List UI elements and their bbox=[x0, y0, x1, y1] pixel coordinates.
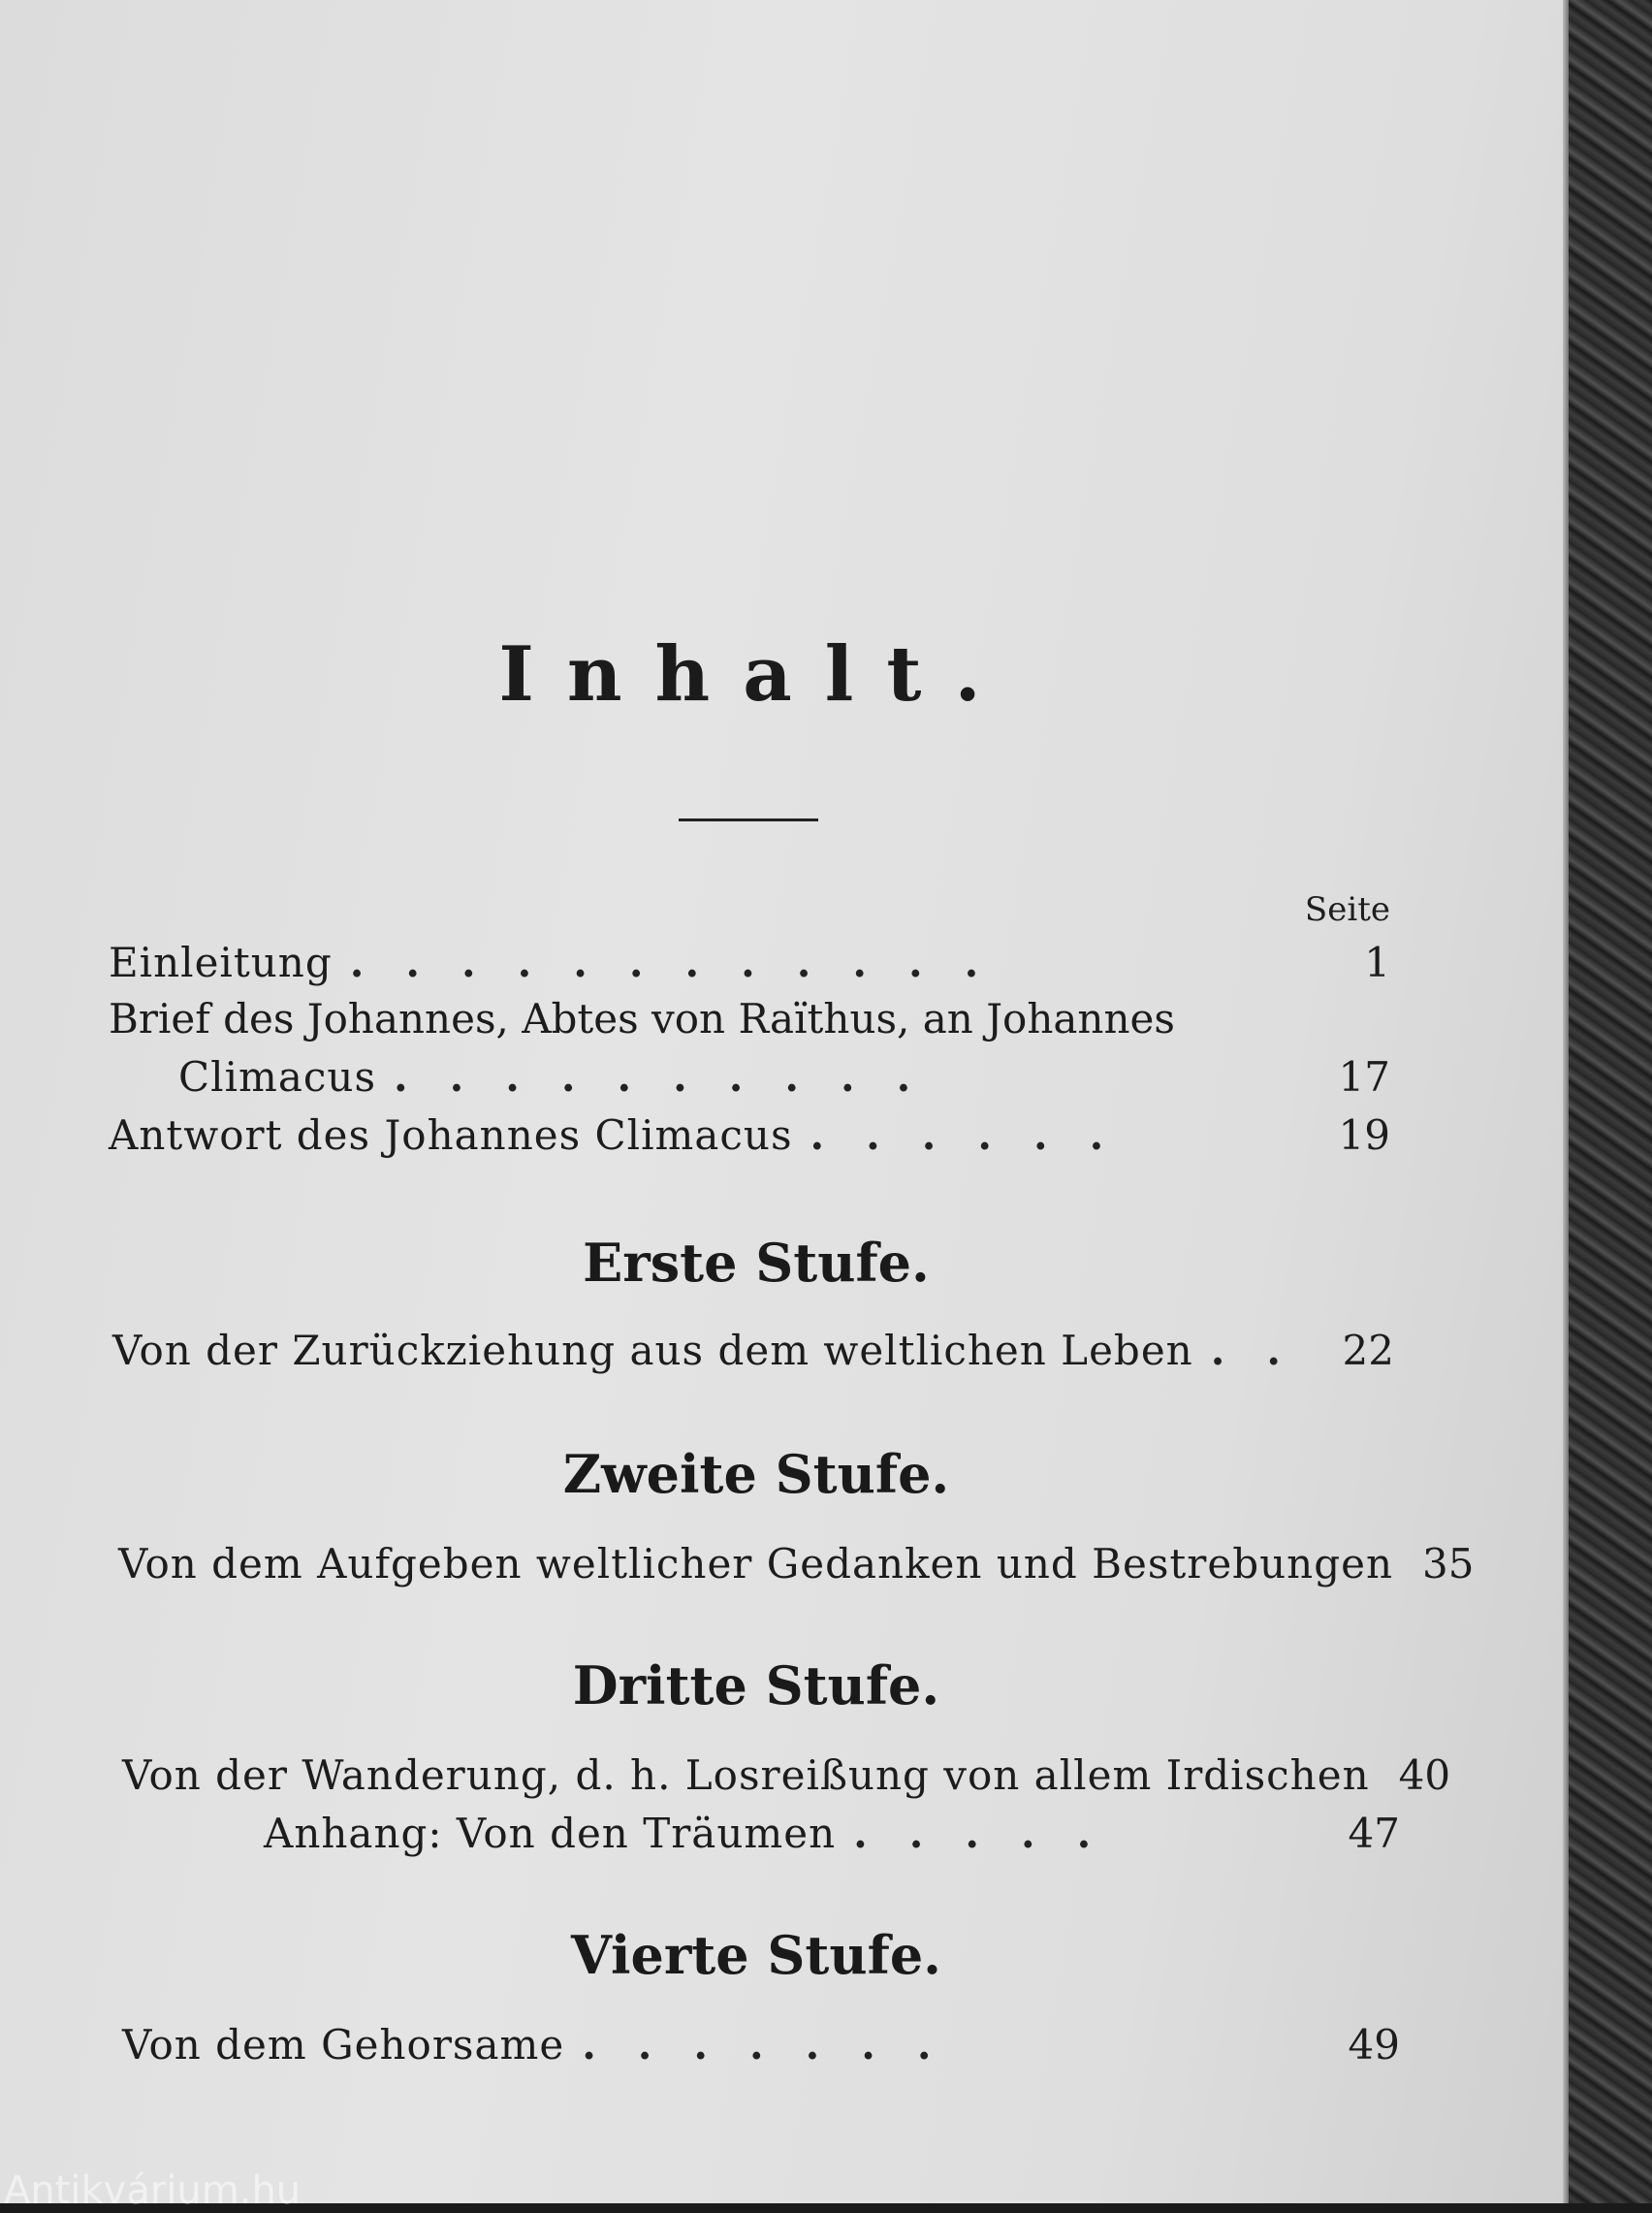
toc-entry-page: 49 bbox=[1348, 2021, 1400, 2069]
toc-entry-zurueckziehung bbox=[112, 1327, 1394, 1374]
toc-entry-anhang bbox=[264, 1810, 1400, 1857]
toc-entry-page: 47 bbox=[1348, 1810, 1400, 1857]
toc-entry-label: Climacus bbox=[178, 1053, 376, 1101]
section-heading-2: Zweite Stufe. bbox=[562, 1443, 950, 1505]
toc-entry-page: 22 bbox=[1342, 1327, 1394, 1374]
toc-entry-gehorsame bbox=[122, 2021, 1400, 2069]
toc-leader-dots: ...... bbox=[810, 1111, 1146, 1159]
toc-entry-brief bbox=[178, 1053, 1390, 1101]
toc-entry-label: Einleitung bbox=[109, 939, 333, 986]
toc-entry-page: 40 bbox=[1398, 1751, 1451, 1799]
toc-entry-antwort bbox=[109, 1111, 1390, 1159]
page-title: Inhalt. bbox=[498, 630, 1014, 719]
title-divider bbox=[679, 818, 818, 821]
toc-entry-label: Von dem Gehorsame bbox=[122, 2021, 565, 2069]
toc-leader-dots: .. bbox=[1210, 1327, 1322, 1374]
toc-entry-page: 17 bbox=[1338, 1053, 1390, 1101]
toc-entry-label: Von der Wanderung, d. h. Losreißung von allem Irdischen bbox=[122, 1751, 1370, 1799]
section-heading-4: Vierte Stufe. bbox=[571, 1924, 941, 1986]
toc-entry-page: 19 bbox=[1338, 1111, 1390, 1159]
toc-entry-page: 35 bbox=[1422, 1540, 1475, 1588]
section-heading-3: Dritte Stufe. bbox=[572, 1654, 940, 1716]
book-binding bbox=[1569, 0, 1652, 2203]
toc-leader-dots: ....... bbox=[582, 2021, 973, 2069]
page-column-header: Seite bbox=[1304, 890, 1390, 929]
toc-entry-einleitung bbox=[109, 939, 1390, 986]
toc-entry-wanderung bbox=[122, 1751, 1451, 1799]
toc-entry-page: 1 bbox=[1364, 939, 1390, 986]
toc-leader-dots: .......... bbox=[394, 1053, 953, 1101]
toc-entry-brief-line1: Brief des Johannes, Abtes von Raïthus, an Johannes bbox=[109, 995, 1175, 1042]
toc-entry-label: Anhang: Von den Träumen bbox=[264, 1810, 837, 1857]
section-heading-1: Erste Stufe. bbox=[583, 1232, 930, 1294]
toc-leader-dots: ............ bbox=[349, 939, 1021, 986]
watermark: Antikvárium.hu bbox=[4, 2168, 302, 2213]
toc-entry-label: Antwort des Johannes Climacus bbox=[109, 1111, 793, 1159]
toc-entry-label: Von dem Aufgeben weltlicher Gedanken und Bestrebungen bbox=[118, 1540, 1394, 1588]
toc-entry-aufgeben bbox=[118, 1540, 1475, 1588]
toc-entry-label: Von der Zurückziehung aus dem weltlichen Leben bbox=[112, 1327, 1193, 1374]
toc-leader-dots: ..... bbox=[853, 1810, 1133, 1857]
